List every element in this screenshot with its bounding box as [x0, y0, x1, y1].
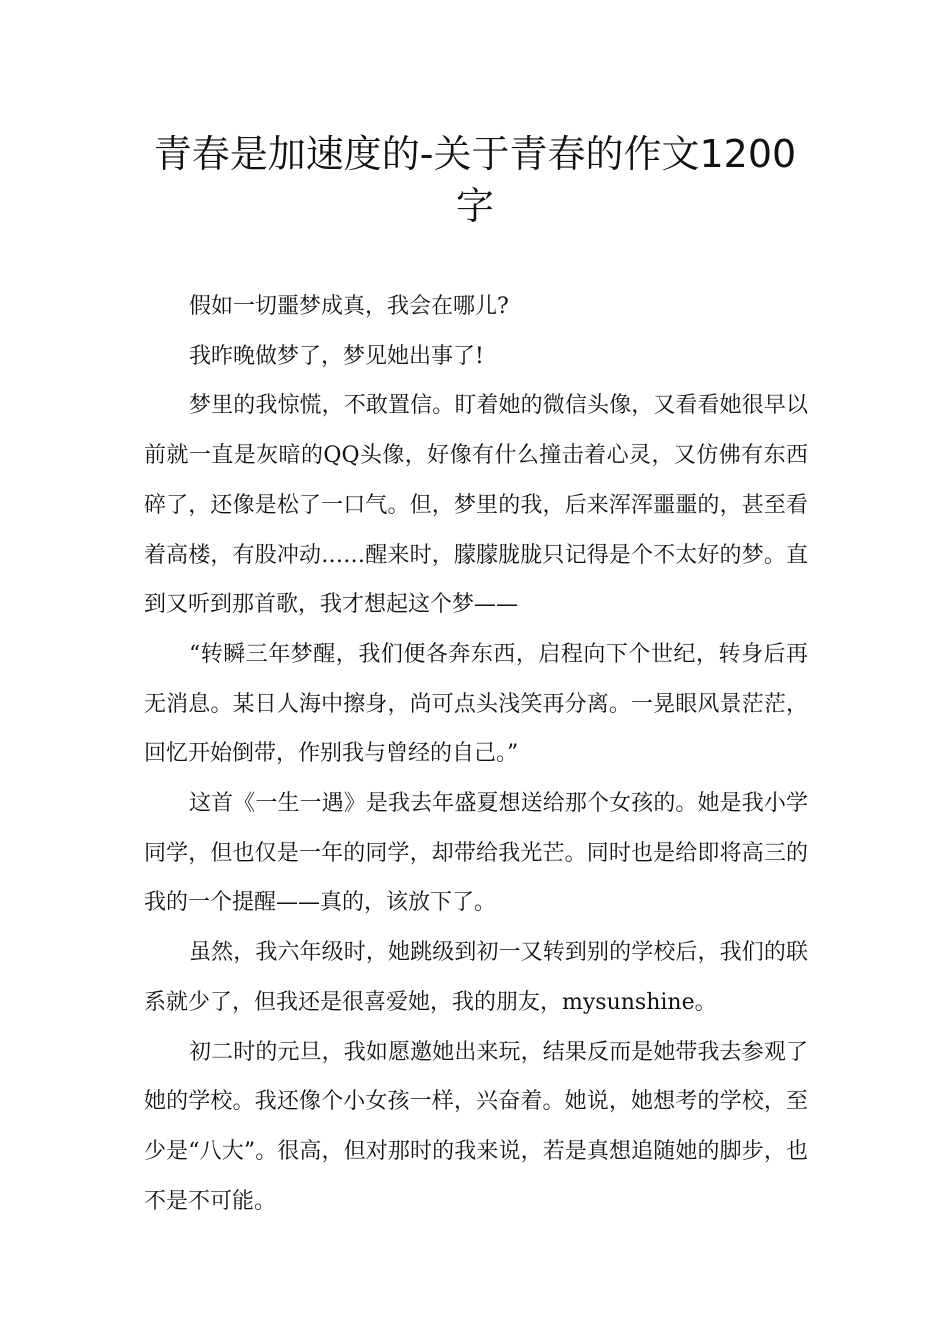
- paragraph: 这首《一生一遇》是我去年盛夏想送给那个女孩的。她是我小学同学，但也仅是一年的同学，却带给我光芒。同时也是给即将高三的我的一个提醒——真的，该放下了。: [144, 791, 808, 916]
- document-body: [144, 282, 808, 1226]
- paragraph: 虽然，我六年级时，她跳级到初一又转到别的学校后，我们的联系就少了，但我还是很喜爱她，我的朋友，mysunshine。: [144, 940, 808, 1015]
- paragraph: 我昨晚做梦了，梦见她出事了!: [189, 343, 484, 369]
- paragraph: 梦里的我惊慌，不敢置信。盯着她的微信头像，又看看她很早以前就一直是灰暗的QQ头像，好像有什么撞击着心灵，又仿佛有东西碎了，还像是松了一口气。但，梦里的我，后来浑浑噩噩的，甚至看着高楼，有股冲动……醒来时，朦朦胧胧只记得是个不太好的梦。直到又听到那首歌，我才想起这个梦——: [144, 393, 808, 618]
- paragraph: 假如一切噩梦成真，我会在哪儿?: [189, 294, 509, 319]
- paragraph: “转瞬三年梦醒，我们便各奔东西，启程向下个世纪，转身后再无消息。某日人海中擦身，尚可点头浅笑再分离。一晃眼风景茫茫，回忆开始倒带，作别我与曾经的自己。”: [144, 641, 808, 767]
- document-title: 青春是加速度的-关于青春的作文1200字: [153, 132, 797, 228]
- paragraph: 初二时的元旦，我如愿邀她出来玩，结果反而是她带我去参观了她的学校。我还像个小女孩一样，兴奋着。她说，她想考的学校，至少是“八大”。很高，但对那时的我来说，若是真想追随她的脚步，也不是不可能。: [144, 1039, 808, 1214]
